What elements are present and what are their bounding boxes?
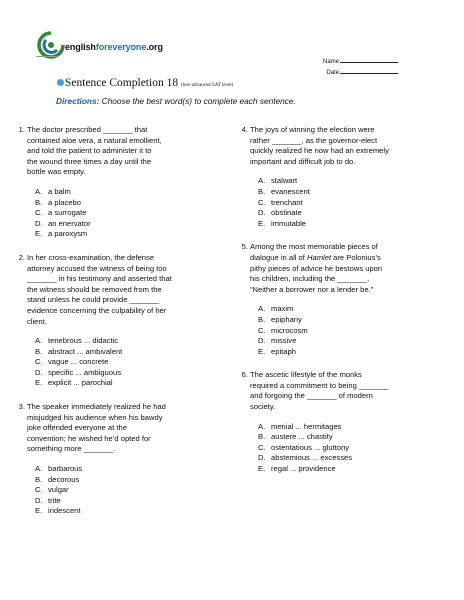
questions-column-left [10, 125, 224, 530]
name-date-block [323, 56, 398, 78]
option-letter: D. [35, 367, 43, 377]
answer-option[interactable] [258, 326, 455, 337]
option-text: tenebrous ... didactic [48, 336, 119, 346]
answer-option[interactable] [258, 208, 455, 219]
option-letter: D. [258, 336, 266, 346]
date-blank[interactable] [340, 67, 398, 74]
option-letter: A. [258, 304, 266, 314]
answer-options [27, 464, 224, 517]
title-level: (low-advanced SAT level) [180, 83, 234, 88]
answer-option[interactable] [258, 315, 455, 326]
answer-option[interactable] [258, 464, 455, 475]
option-letter: E. [258, 218, 266, 228]
question-text: The doctor prescribed _______ that contained aloe vera, a natural emollient, and told the patient to administer it to the wound three times a day until the bottle was empty. [27, 125, 162, 177]
answer-option[interactable] [35, 347, 224, 358]
title-main: Sentence Completion 18 [65, 77, 179, 89]
option-letter: B. [35, 346, 43, 356]
option-text: immutable [271, 218, 307, 228]
answer-option[interactable] [35, 475, 224, 486]
option-letter: B. [35, 197, 43, 207]
option-letter: C. [258, 442, 266, 452]
option-text: maxim [271, 304, 294, 314]
question-text-part: are Polonius’s pithy pieces of advice he bestows upon his children, including the _______, “Neither a borrower nor a lender be.” [250, 252, 383, 294]
name-blank[interactable] [340, 56, 398, 63]
option-letter: B. [35, 474, 43, 484]
name-line [323, 56, 398, 67]
answer-options [250, 422, 455, 475]
option-text: evanescent [271, 186, 310, 196]
question-5 [233, 242, 455, 357]
answer-option[interactable] [258, 432, 455, 443]
name-label: Name [322, 59, 339, 65]
option-letter: E. [35, 378, 43, 388]
option-letter: A. [35, 186, 43, 196]
option-text: a paroxysm [48, 229, 88, 239]
option-letter: C. [35, 357, 43, 367]
option-text: vague ... concrete [48, 357, 109, 367]
option-letter: C. [35, 208, 43, 218]
answer-option[interactable] [35, 229, 224, 240]
question-text: The ascetic lifestyle of the monks required a commitment to being _______ and forgoing the _______ of modern society. [250, 370, 389, 412]
answer-option[interactable] [258, 347, 455, 358]
option-text: abstemious ... excesses [271, 453, 353, 463]
option-text: regal ... providence [271, 464, 336, 474]
question-text-title: Hamlet [307, 252, 332, 262]
option-text: epitaph [271, 346, 296, 356]
option-text: missive [271, 336, 297, 346]
question-3 [10, 402, 224, 517]
answer-option[interactable] [35, 198, 224, 209]
logo-underline [36, 56, 58, 57]
option-letter: B. [258, 186, 266, 196]
questions-column-right [233, 125, 455, 488]
option-text: a surrogate [48, 208, 87, 218]
option-letter: D. [258, 208, 266, 218]
date-line [323, 67, 398, 78]
option-text: stalwart [271, 176, 298, 186]
answer-option[interactable] [35, 506, 224, 517]
option-letter: A. [35, 464, 43, 474]
bullet-dot-icon [57, 79, 64, 86]
option-text: ostentatious ... gluttony [271, 442, 350, 452]
option-letter: A. [258, 421, 266, 431]
option-letter: C. [258, 197, 266, 207]
page-title [57, 77, 233, 89]
question-number: 3. [18, 402, 25, 412]
option-text: explicit ... parochial [48, 378, 113, 388]
question-number: 4. [241, 125, 248, 134]
question-6 [233, 370, 455, 474]
answer-option[interactable] [35, 496, 224, 507]
answer-option[interactable] [35, 187, 224, 198]
question-text [250, 242, 455, 295]
option-letter: B. [258, 314, 266, 324]
option-letter: A. [258, 176, 266, 186]
option-letter: E. [258, 346, 266, 356]
directions-label: Directions: [56, 96, 100, 106]
question-number: 6. [241, 370, 248, 380]
answer-option[interactable] [258, 176, 455, 187]
answer-option[interactable] [35, 378, 224, 389]
question-number: 1. [18, 125, 25, 134]
question-1 [10, 125, 224, 240]
directions-text: Choose the best word(s) to complete each sentence. [101, 96, 296, 106]
option-text: trite [48, 495, 61, 505]
question-text: In her cross-examination, the defense attorney accused the witness of being too _______ in his testimony and asserted that the witness should be removed from the stand unless he could provide _______ evidence concerning the culpability of her client. [27, 252, 172, 326]
option-text: epiphany [271, 314, 302, 324]
option-letter: B. [258, 432, 266, 442]
option-text: vulgar [48, 485, 69, 495]
question-text: The speaker immediately realized he had misjudged his audience when his bawdy joke offended everyone at the convention; he wished he’d opted for something more _______. [27, 402, 166, 454]
option-text: abstract ... ambivalent [48, 346, 123, 356]
answer-option[interactable] [35, 357, 224, 368]
option-letter: E. [35, 229, 43, 239]
option-letter: C. [258, 325, 266, 335]
option-text: an enervator [48, 218, 91, 228]
answer-option[interactable] [35, 464, 224, 475]
option-letter: D. [35, 218, 43, 228]
answer-option[interactable] [258, 453, 455, 464]
option-text: microcosm [271, 325, 308, 335]
option-text: barbarous [48, 464, 83, 474]
option-letter: E. [35, 506, 43, 516]
option-text: decorous [48, 474, 80, 484]
question-number: 5. [241, 242, 248, 252]
answer-options [27, 187, 224, 240]
question-number: 2. [18, 252, 25, 262]
option-letter: D. [35, 495, 43, 505]
question-text: The joys of winning the election were rather _______, as the governor-elect quickly realized he now had an extremely important and difficult job to do. [250, 125, 389, 166]
option-letter: A. [35, 336, 43, 346]
question-text-part: Among the most memorable pieces of dialogue in all of [250, 242, 378, 262]
answer-option[interactable] [35, 336, 224, 347]
site-logo [36, 26, 176, 66]
answer-option[interactable] [258, 198, 455, 209]
option-text: a balm [48, 186, 71, 196]
answer-option[interactable] [35, 208, 224, 219]
answer-option[interactable] [35, 368, 224, 379]
answer-option[interactable] [258, 219, 455, 230]
option-text: trenchant [271, 197, 303, 207]
answer-options [250, 176, 455, 229]
option-letter: E. [258, 464, 266, 474]
option-letter: D. [258, 453, 266, 463]
date-label: Date [326, 70, 339, 76]
question-2 [10, 253, 224, 389]
answer-option[interactable] [258, 187, 455, 198]
option-text: menial ... hermitages [271, 421, 342, 431]
answer-options [27, 336, 224, 389]
answer-option[interactable] [258, 422, 455, 433]
option-text: a placebo [48, 197, 81, 207]
directions [56, 96, 296, 106]
answer-option[interactable] [35, 485, 224, 496]
question-4 [233, 125, 455, 229]
option-text: austere ... chastity [271, 432, 333, 442]
option-letter: C. [35, 485, 43, 495]
answer-option[interactable] [258, 443, 455, 454]
option-text: iridescent [48, 506, 81, 516]
option-text: obstinate [271, 208, 302, 218]
answer-option[interactable] [35, 219, 224, 230]
option-text: specific ... ambiguous [48, 367, 122, 377]
logo-wordmark: englishforeveryone.org [65, 42, 163, 52]
answer-option[interactable] [258, 304, 455, 315]
answer-options [250, 304, 455, 357]
answer-option[interactable] [258, 336, 455, 347]
